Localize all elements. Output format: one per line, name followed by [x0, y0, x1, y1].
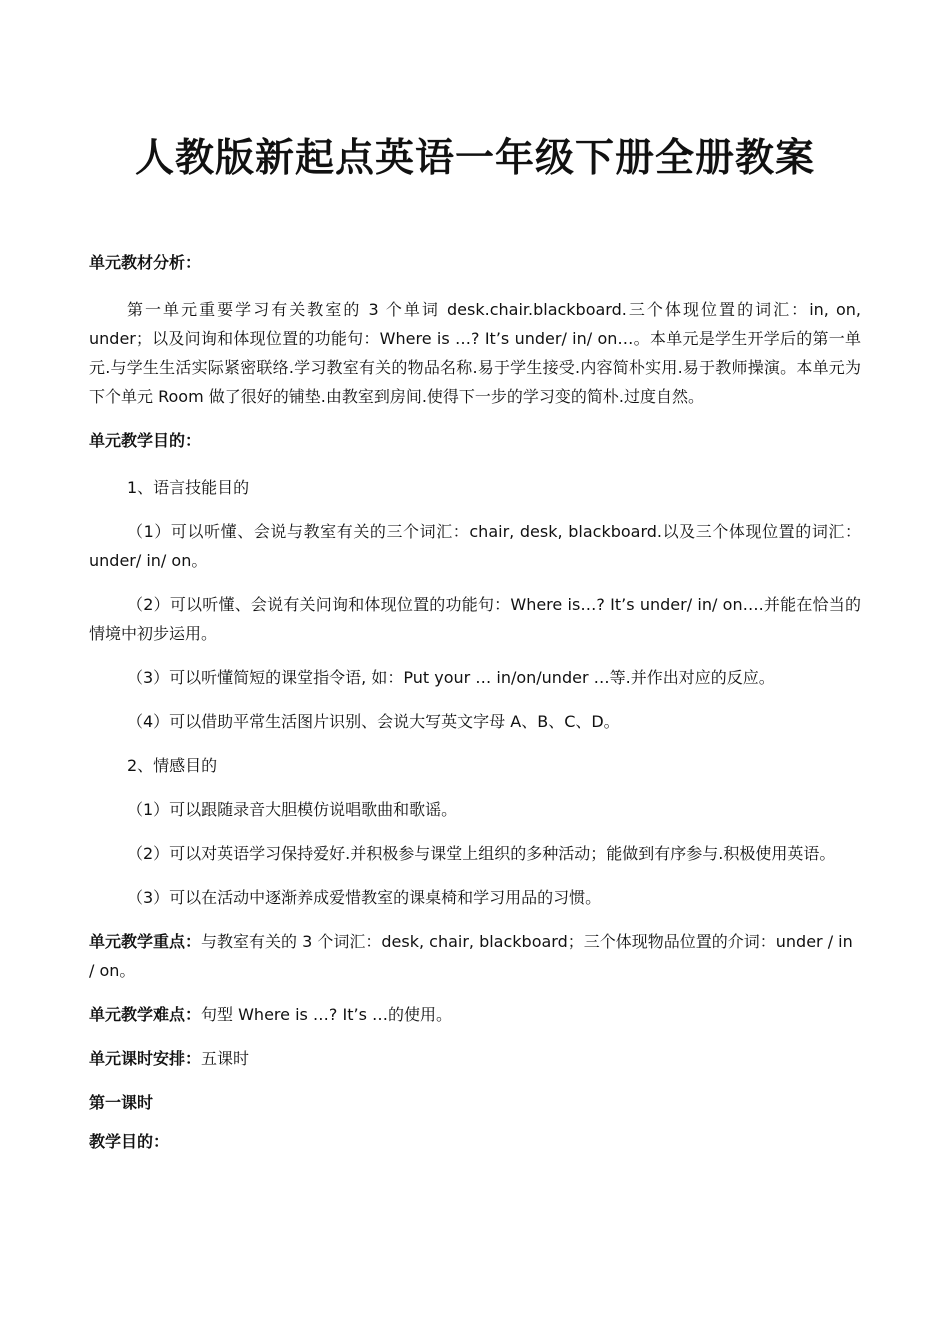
emotion-item-2: （2）可以对英语学习保持爱好.并积极参与课堂上组织的多种活动；能做到有序参与.积极使用英语。	[127, 844, 836, 863]
difficulties-label: 单元教学难点：	[89, 1005, 202, 1024]
key-points-label: 单元教学重点：	[89, 932, 202, 951]
difficulties	[89, 1000, 861, 1029]
lesson1-objective-heading: 教学目的：	[89, 1132, 170, 1151]
analysis-paragraph: 第一单元重要学习有关教室的 3 个单词 desk.chair.blackboard.三个体现位置的词汇：in, on, under；以及问询和体现位置的功能句：Where is …? It’s under/ in/ on…。本单元是学生开学后的第一单元.与学生生活实际紧密联络.学习教室有关的物品名称.易于学生接受.内容简朴实用.易于教师操演。本单元为下个单元 Room 做了很好的铺垫.由教室到房间.使得下一步的学习变的简朴.过度自然。	[89, 300, 861, 406]
emotion-item-1: （1）可以跟随录音大胆模仿说唱歌曲和歌谣。	[127, 800, 458, 819]
difficulties-text: 句型 Where is …? It’s …的使用。	[201, 1005, 453, 1024]
emotion-title: 2、情感目的	[127, 756, 218, 775]
schedule-label: 单元课时安排：	[89, 1049, 202, 1068]
schedule-text: 五课时	[201, 1049, 250, 1068]
emotion-item-3: （3）可以在活动中逐渐养成爱惜教室的课桌椅和学习用品的习惯。	[127, 888, 602, 907]
language-skill-item-2: （2）可以听懂、会说有关问询和体现位置的功能句：Where is…? It’s under/ in/ on….并能在恰当的情境中初步运用。	[89, 595, 861, 643]
lesson1-heading: 第一课时	[89, 1093, 154, 1112]
key-points-text: 与教室有关的 3 个词汇：desk, chair, blackboard；三个体现物品位置的介词：under / in / on。	[89, 932, 853, 980]
schedule	[89, 1044, 861, 1073]
objectives-heading: 单元教学目的：	[89, 431, 202, 450]
language-skill-title: 1、语言技能目的	[127, 478, 250, 497]
language-skill-item-3: （3）可以听懂简短的课堂指令语, 如：Put your … in/on/under …等.并作出对应的反应。	[127, 668, 775, 687]
language-skill-item-1: （1）可以听懂、会说与教室有关的三个词汇：chair, desk, blackboard.以及三个体现位置的词汇：under/ in/ on。	[89, 522, 861, 570]
key-points	[89, 927, 861, 985]
analysis-heading: 单元教材分析：	[89, 253, 202, 272]
document-title: 人教版新起点英语一年级下册全册教案	[134, 135, 815, 181]
language-skill-item-4: （4）可以借助平常生活图片识别、会说大写英文字母 A、B、C、D。	[127, 712, 620, 731]
